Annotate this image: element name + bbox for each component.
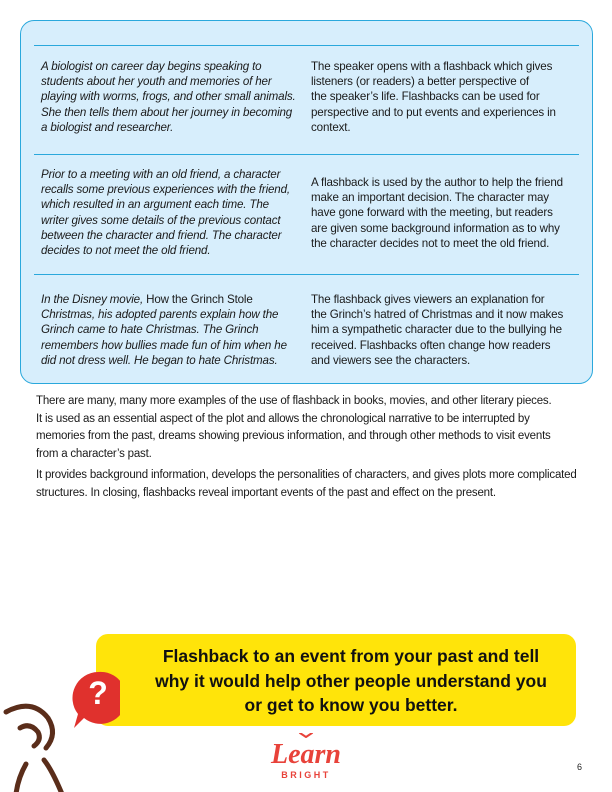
example-explanation: A flashback is used by the author to help the friend make an important decision. The character may have gone forward with the meeting, but readers are given some background information as to why the character decides not to meet the old friend.	[311, 176, 563, 250]
example-scenario: In the Disney movie, How the Grinch Stole Christmas, his adopted parents explain how the Grinch came to hate Christmas. The Grinch remembers how bullies made fun of him when he did not dress well. He began to hate Christmas.	[41, 293, 287, 367]
thinking-character-icon	[0, 654, 120, 792]
logo-word: Learn	[271, 739, 341, 770]
examples-table	[20, 20, 593, 384]
page-number: 6	[577, 762, 583, 772]
paragraph-closing: It provides background information, develops the personalities of characters, and gives plots more complicated structures. In closing, flashbacks reveal important events of the past and effect on the present.	[36, 469, 577, 499]
paragraph-flashback-uses: There are many, many more examples of the use of flashback in books, movies, and other literary pieces. It is used as an essential aspect of the plot and allows the chronological narrative to be interrupted by memories from the past, dreams showing previous information, and through other methods to visit events from a character’s past.	[36, 395, 552, 460]
writing-prompt-box	[96, 634, 576, 726]
character-outline	[6, 706, 62, 792]
intro-text: In the Disney movie,	[41, 293, 147, 306]
writing-prompt: Flashback to an event from your past and tell why it would help other people understand you or get to know you better.	[155, 646, 547, 715]
question-bubble-icon	[72, 672, 120, 728]
row-divider	[34, 45, 579, 46]
row-divider	[34, 154, 579, 155]
example-explanation: The speaker opens with a flashback which gives listeners (or readers) a better perspective of the speaker’s life. Flashbacks can be used for perspective and to put events and experiences in context.	[311, 60, 556, 134]
example-explanation: The flashback gives viewers an explanation for the Grinch’s hatred of Christmas and it now makes him a sympathetic character due to the bullying he received. Flashbacks often change how readers and viewers see the characters.	[311, 293, 564, 367]
question-mark: ?	[88, 675, 108, 711]
row-divider	[34, 274, 579, 275]
example-scenario: Prior to a meeting with an old friend, a character recalls some previous experiences with the friend, which resulted in an argument each time. The writer gives some details of the previous contact between the character and friend. The character decides to not meet the old friend.	[41, 168, 290, 258]
learn-bright-logo	[256, 733, 356, 785]
movie-title: How the Grinch Stole	[146, 293, 253, 306]
example-scenario: A biologist on career day begins speaking to students about her youth and memories of her playing with worms, frogs, and other small animals. She then tells them about her journey in becoming a biologist and researcher.	[41, 60, 296, 134]
logo-subword: BRIGHT	[281, 770, 331, 780]
